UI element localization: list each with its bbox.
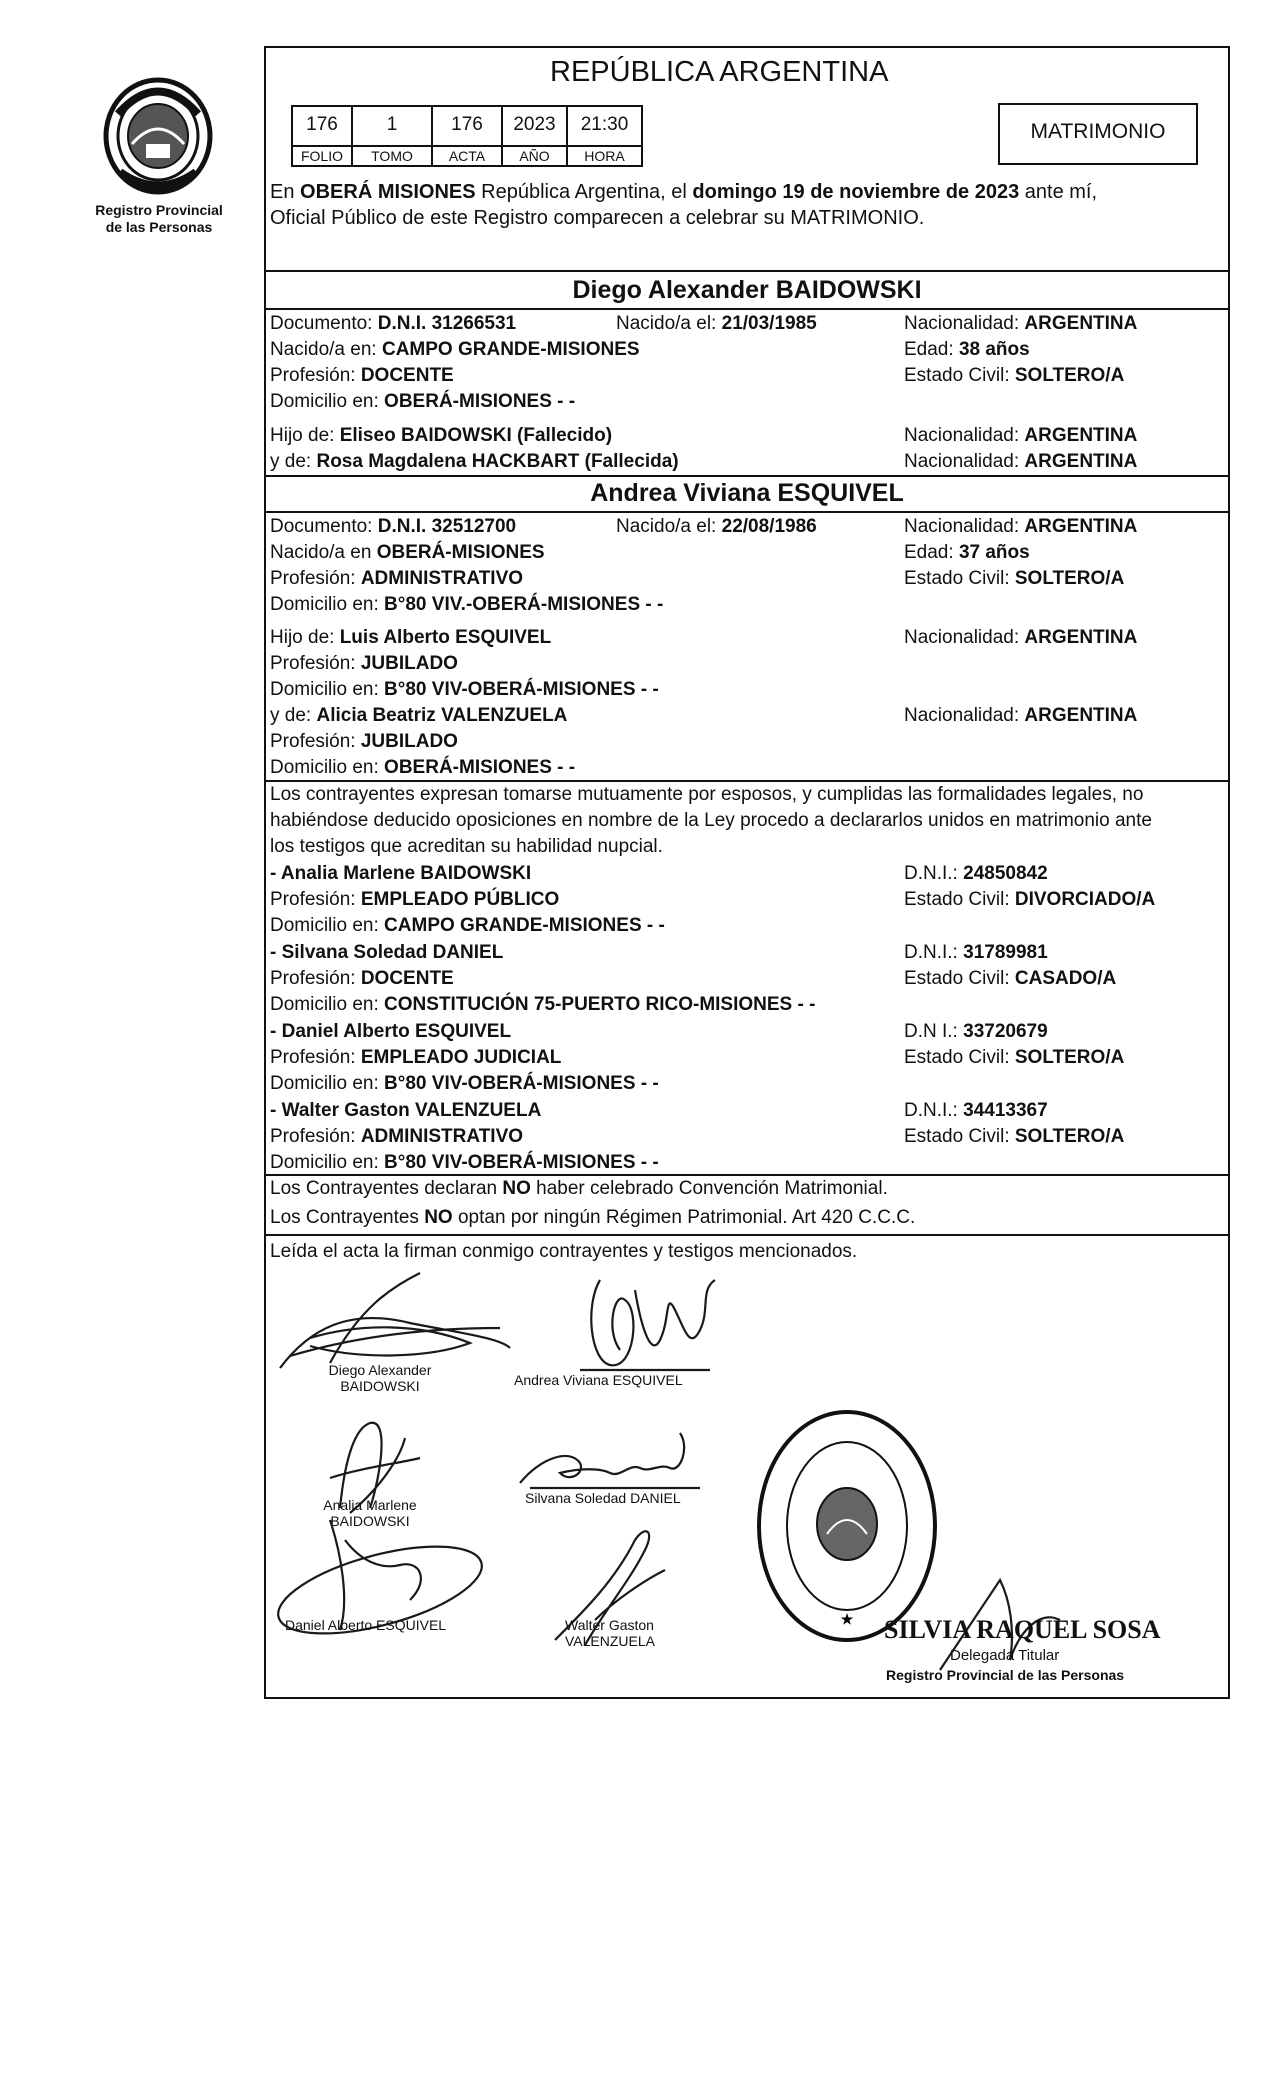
intro-city: OBERÁ MISIONES: [300, 181, 476, 203]
witness1-dni: D.N.I.: 24850842: [904, 863, 1048, 884]
ano-label: AÑO: [519, 148, 550, 164]
signature-label-silvana: Silvana Soledad DANIEL: [525, 1490, 681, 1506]
registry-stamp-icon: [752, 1406, 942, 1646]
spouse2-father-nationality: Nacionalidad: ARGENTINA: [904, 627, 1138, 648]
spouse1-document: Documento: D.N.I. 31266531: [270, 313, 517, 334]
signature-label-walter: [565, 1617, 685, 1649]
sig1-line2: BAIDOWSKI: [340, 1378, 420, 1394]
witness3-address: Domicilio en: B°80 VIV-OBERÁ-MISIONES - -: [270, 1073, 659, 1094]
intro-text-b: República Argentina, el: [475, 181, 693, 203]
spouse2-nationality: Nacionalidad: ARGENTINA: [904, 516, 1138, 537]
intro-date: domingo 19 de noviembre de 2023: [692, 181, 1020, 203]
spouse1-profession: Profesión: DOCENTE: [270, 365, 454, 386]
acta-value: 176: [451, 114, 483, 135]
signature-label-diego: [300, 1362, 460, 1394]
hora-value: 21:30: [580, 114, 629, 135]
sig6-line2: VALENZUELA: [565, 1633, 655, 1649]
spouse1-father: Hijo de: Eliseo BAIDOWSKI (Fallecido): [270, 425, 613, 446]
declaration-line3: los testigos que acreditan su habilidad nupcial.: [270, 836, 663, 857]
declaration-line1: Los contrayentes expresan tomarse mutuamente por esposos, y cumplidas las formalidades legales, no: [270, 784, 1144, 805]
spouse1-mother-nationality: Nacionalidad: ARGENTINA: [904, 451, 1138, 472]
regime-line1: Los Contrayentes declaran NO haber celebrado Convención Matrimonial.: [270, 1178, 888, 1199]
divider: [264, 780, 1230, 782]
spouse2-profession: Profesión: ADMINISTRATIVO: [270, 568, 524, 589]
closing-text: Leída el acta la firman conmigo contrayentes y testigos mencionados.: [270, 1241, 858, 1262]
ano-value: 2023: [513, 114, 556, 135]
signature-andrea-icon: [540, 1270, 740, 1380]
spouse1-name: Diego Alexander BAIDOWSKI: [572, 276, 922, 304]
spouse2-age: Edad: 37 años: [904, 542, 1030, 563]
witness4-address: Domicilio en: B°80 VIV-OBERÁ-MISIONES - -: [270, 1152, 659, 1173]
witness4-dni: D.N.I.: 34413367: [904, 1100, 1048, 1121]
spouse1-address: Domicilio en: OBERÁ-MISIONES - -: [270, 391, 576, 412]
intro-text-c: ante mí,: [1019, 181, 1098, 203]
spouse1-age: Edad: 38 años: [904, 339, 1030, 360]
spouse2-birthplace: Nacido/a en OBERÁ-MISIONES: [270, 542, 545, 563]
witness2-civil-status: Estado Civil: CASADO/A: [904, 968, 1117, 989]
official-office: Registro Provincial de las Personas: [886, 1667, 1125, 1683]
divider: [264, 308, 1230, 310]
spouse2-document: Documento: D.N.I. 32512700: [270, 516, 517, 537]
divider: [264, 511, 1230, 513]
sig3-line1: Analia Marlene: [323, 1497, 417, 1513]
sig6-line1: Walter Gaston: [565, 1617, 654, 1633]
regime-line2: Los Contrayentes NO optan por ningún Régimen Patrimonial. Art 420 C.C.C.: [270, 1207, 916, 1228]
witness1-name: - Analia Marlene BAIDOWSKI: [270, 863, 532, 884]
official-role: Delegada Titular: [950, 1647, 1060, 1664]
signature-silvana-icon: [510, 1428, 710, 1498]
spouse2-mother-address: Domicilio en: OBERÁ-MISIONES - -: [270, 757, 576, 778]
witness2-name: - Silvana Soledad DANIEL: [270, 942, 504, 963]
misiones-seal-icon: [98, 74, 218, 194]
witness1-profession: Profesión: EMPLEADO PÚBLICO: [270, 889, 560, 910]
sig1-line1: Diego Alexander: [328, 1362, 432, 1378]
spouse2-father: Hijo de: Luis Alberto ESQUIVEL: [270, 627, 552, 648]
svg-text:★: ★: [840, 1611, 854, 1627]
divider: [264, 270, 1230, 272]
spouse2-father-profession: Profesión: JUBILADO: [270, 653, 458, 674]
logo-caption-line2: de las Personas: [105, 219, 213, 235]
document-type-label: MATRIMONIO: [1030, 120, 1166, 143]
logo-caption: [80, 202, 238, 236]
spouse1-birthplace: Nacido/a en: CAMPO GRANDE-MISIONES: [270, 339, 640, 360]
witness2-address: Domicilio en: CONSTITUCIÓN 75-PUERTO RICO-MISIONES - -: [270, 994, 816, 1015]
divider: [264, 475, 1230, 477]
spouse2-mother-profession: Profesión: JUBILADO: [270, 731, 458, 752]
witness3-dni: D.N I.: 33720679: [904, 1021, 1048, 1042]
witness1-civil-status: Estado Civil: DIVORCIADO/A: [904, 889, 1156, 910]
acta-label: ACTA: [448, 148, 486, 164]
intro-line2: Oficial Público de este Registro comparecen a celebrar su MATRIMONIO.: [270, 207, 925, 229]
spouse2-civil-status: Estado Civil: SOLTERO/A: [904, 568, 1125, 589]
witness2-profession: Profesión: DOCENTE: [270, 968, 454, 989]
registry-logo: [98, 74, 218, 194]
witness4-profession: Profesión: ADMINISTRATIVO: [270, 1126, 524, 1147]
witness2-dni: D.N.I.: 31789981: [904, 942, 1048, 963]
witness3-name: - Daniel Alberto ESQUIVEL: [270, 1021, 512, 1042]
spouse2-address: Domicilio en: B°80 VIV.-OBERÁ-MISIONES - -: [270, 594, 664, 615]
witness1-address: Domicilio en: CAMPO GRANDE-MISIONES - -: [270, 915, 665, 936]
tomo-label: TOMO: [371, 148, 413, 164]
spouse2-birthdate: Nacido/a el: 22/08/1986: [616, 516, 817, 537]
sig3-line2: BAIDOWSKI: [330, 1513, 410, 1529]
logo-caption-line1: Registro Provincial: [95, 202, 223, 218]
page-title: REPÚBLICA ARGENTINA: [550, 56, 889, 88]
spouse2-father-address: Domicilio en: B°80 VIV-OBERÁ-MISIONES - -: [270, 679, 659, 700]
divider: [264, 1234, 1230, 1236]
witness3-civil-status: Estado Civil: SOLTERO/A: [904, 1047, 1125, 1068]
official-name: SILVIA RAQUEL SOSA: [884, 1615, 1161, 1644]
spouse1-father-nationality: Nacionalidad: ARGENTINA: [904, 425, 1138, 446]
spouse1-birthdate: Nacido/a el: 21/03/1985: [616, 313, 817, 334]
witness4-name: - Walter Gaston VALENZUELA: [270, 1100, 542, 1121]
signature-label-daniel: Daniel Alberto ESQUIVEL: [285, 1617, 447, 1633]
spouse1-nationality: Nacionalidad: ARGENTINA: [904, 313, 1138, 334]
spouse2-mother-nationality: Nacionalidad: ARGENTINA: [904, 705, 1138, 726]
spouse2-name: Andrea Viviana ESQUIVEL: [590, 479, 904, 507]
witness4-civil-status: Estado Civil: SOLTERO/A: [904, 1126, 1125, 1147]
signature-label-andrea: Andrea Viviana ESQUIVEL: [514, 1372, 683, 1388]
spouse2-mother: y de: Alicia Beatriz VALENZUELA: [270, 705, 568, 726]
witness3-profession: Profesión: EMPLEADO JUDICIAL: [270, 1047, 562, 1068]
divider: [264, 1174, 1230, 1176]
folio-value: 176: [306, 114, 338, 135]
hora-label: HORA: [584, 148, 625, 164]
intro-line1: [270, 180, 1097, 204]
spouse1-mother: y de: Rosa Magdalena HACKBART (Fallecida): [270, 451, 679, 472]
spouse1-civil-status: Estado Civil: SOLTERO/A: [904, 365, 1125, 386]
folio-label: FOLIO: [300, 148, 343, 164]
intro-text-a: En: [270, 181, 301, 203]
tomo-value: 1: [386, 114, 398, 135]
declaration-line2: habiéndose deducido oposiciones en nombre de la Ley procedo a declararlos unidos en matrimonio ante: [270, 810, 1152, 831]
